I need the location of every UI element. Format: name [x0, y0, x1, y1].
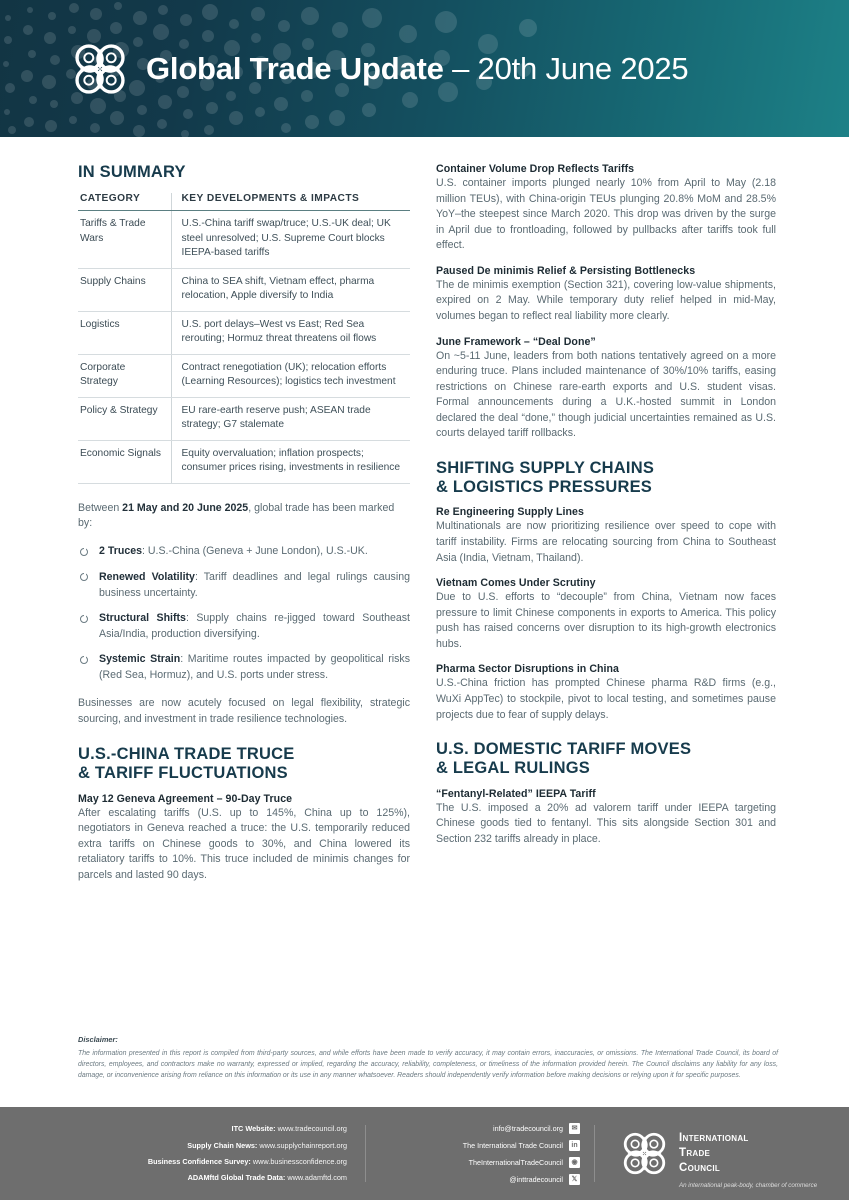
left-column — [78, 163, 410, 884]
table-row — [78, 311, 410, 354]
intro-paragraph — [78, 501, 410, 533]
vietnam-heading: Vietnam Comes Under Scrutiny — [436, 577, 596, 590]
re-engineering-block — [436, 506, 776, 566]
heading-line-1: U.S. DOMESTIC TARIFF MOVES — [436, 740, 692, 759]
table-row — [78, 354, 410, 397]
circle-bullet-icon — [80, 573, 88, 581]
footer-link-url[interactable]: www.tradecouncil.org — [277, 1124, 347, 1134]
intro-date-range: 21 May and 20 June 2025 — [122, 501, 249, 514]
summary-table-body — [78, 211, 410, 483]
table-header-row — [78, 193, 410, 211]
us-china-truce-heading — [78, 745, 410, 784]
list-item — [78, 652, 410, 683]
cell-category: Corporate Strategy — [78, 354, 171, 397]
footer-link-row[interactable] — [0, 1174, 347, 1181]
page-title — [146, 51, 688, 87]
itc-quatrefoil-logo-icon — [621, 1130, 668, 1177]
geneva-heading: May 12 Geneva Agreement – 90-Day Truce — [78, 792, 293, 805]
bullet-lead: Renewed Volatility — [99, 570, 195, 583]
vietnam-body: Due to U.S. efforts to “decouple” from China, Vietnam now faces pressure to limit Chinese components in exports to America. This policy push has raised concerns over disruption to its high-growth electronics hubs. — [436, 591, 776, 650]
heading-line-2: & TARIFF FLUCTUATIONS — [78, 764, 288, 783]
footer-link-row[interactable] — [0, 1158, 347, 1165]
x-twitter-icon[interactable]: 𝕏 — [569, 1174, 580, 1185]
document-footer — [0, 1107, 849, 1200]
table-row — [78, 211, 410, 268]
title-main: Global Trade Update — [146, 50, 444, 86]
instagram-icon[interactable]: ◉ — [569, 1157, 580, 1168]
bullet-text: : Maritime routes impacted by geopolitical risks (Red Sea, Hormuz), and U.S. ports under stress. — [99, 653, 411, 681]
bullet-text: : Tariff deadlines and legal rulings causing business uncertainty. — [99, 570, 410, 599]
container-volume-body: U.S. container imports plunged nearly 10% from April to May (2.18 million TEUs), with China-origin TEUs plunging 20.8% MoM and 28.5% YoY–the steepest since March 2020. This drop was driven by the surge in April due to frontloading, followed by pullbacks after tariffs took full effect. — [436, 177, 776, 252]
social-row-email[interactable] — [376, 1123, 580, 1134]
bullet-text: : U.S.-China (Geneva + June London), U.S.-UK. — [142, 545, 368, 558]
bullet-lead: Systemic Strain — [99, 653, 181, 666]
de-minimis-body: The de minimis exemption (Section 321), covering low-value shipments, expired on 2 May. While temporary duty relief helped in mid-May, volumes began to reflect real liability more clearly. — [436, 278, 776, 322]
geneva-agreement-block — [78, 793, 410, 884]
social-row-instagram[interactable] — [376, 1157, 580, 1168]
linkedin-icon[interactable]: in — [569, 1140, 580, 1151]
list-item — [78, 611, 410, 642]
cell-category: Economic Signals — [78, 440, 171, 483]
column-header-developments: KEY DEVELOPMENTS & IMPACTS — [171, 193, 410, 211]
social-row-x[interactable] — [376, 1174, 580, 1185]
footer-logo-column — [595, 1130, 849, 1190]
intro-prefix: Between — [78, 501, 123, 514]
logo-word-international: International — [679, 1132, 749, 1145]
heading-line-1: U.S.-CHINA TRADE TRUCE — [78, 745, 295, 764]
bullet-lead: 2 Truces — [99, 545, 142, 558]
table-row — [78, 440, 410, 483]
fentanyl-block — [436, 788, 776, 848]
cell-developments: U.S. port delays–West vs East; Red Sea rerouting; Hormuz threat threatens oil flows — [171, 311, 410, 354]
re-engineering-body: Multinationals are now prioritizing resilience over speed to cope with tariff instability. Firms are relocating sourcing from China to Southeast Asia (India, Vietnam, Thailand). — [436, 520, 776, 564]
container-volume-heading: Container Volume Drop Reflects Tariffs — [436, 163, 635, 175]
shifting-supply-chains-heading — [436, 459, 776, 498]
cell-developments: Equity overvaluation; inflation prospects; consumer prices rising, investments in resilience — [171, 440, 410, 483]
cell-category: Supply Chains — [78, 268, 171, 311]
footer-link-label: Supply Chain News: — [187, 1140, 258, 1150]
social-handle: info@tradecouncil.org — [492, 1123, 563, 1133]
footer-link-url[interactable]: www.businessconfidence.org — [252, 1157, 347, 1166]
footer-link-label: ITC Website: — [231, 1124, 276, 1134]
social-handle: The International Trade Council — [462, 1140, 563, 1150]
vietnam-block — [436, 577, 776, 652]
right-column — [436, 163, 776, 884]
title-date: 20th June 2025 — [477, 50, 689, 86]
email-icon[interactable]: ✉ — [569, 1123, 580, 1134]
social-row-linkedin[interactable] — [376, 1140, 580, 1151]
circle-bullet-icon — [80, 548, 88, 556]
de-minimis-block — [436, 265, 776, 325]
pharma-heading: Pharma Sector Disruptions in China — [436, 663, 620, 676]
footer-logo-text — [679, 1131, 818, 1190]
june-framework-body: On ~5-11 June, leaders from both nations tentatively agreed on a more enduring truce. Plans included maintenance of 30%/10% tariffs, easing restrictions on Chinese rare-earth exports and U.S. student visas. Formal announcements during a U.K.-hosted summit in London declared the deal “done,” though judicial uncertainties remained as U.S. courts delayed tariff rollbacks. — [436, 349, 776, 440]
summary-table — [78, 193, 410, 483]
footer-tagline: An international peak-body, chamber of commerce — [679, 1182, 818, 1190]
footer-logo-words — [679, 1131, 749, 1175]
container-volume-block — [436, 163, 776, 254]
document-body — [0, 137, 849, 884]
itc-quatrefoil-logo-icon — [72, 41, 128, 97]
footer-link-label: ADAMftd Global Trade Data: — [187, 1173, 286, 1183]
in-summary-heading: IN SUMMARY — [78, 163, 186, 181]
us-domestic-tariff-heading — [436, 740, 776, 779]
disclaimer-section — [78, 1035, 778, 1082]
june-framework-block — [436, 336, 776, 442]
disclaimer-title: Disclaimer: — [78, 1035, 118, 1044]
footer-link-label: Business Confidence Survey: — [147, 1157, 251, 1166]
title-separator: – — [443, 50, 478, 86]
fentanyl-heading: “Fentanyl-Related” IEEPA Tariff — [436, 787, 596, 800]
heading-line-2: & LOGISTICS PRESSURES — [436, 478, 652, 497]
column-header-category: CATEGORY — [78, 193, 171, 211]
table-row — [78, 268, 410, 311]
logo-word-trade: Trade — [679, 1147, 711, 1160]
circle-bullet-icon — [80, 615, 88, 623]
bullet-text: : Supply chains re-jigged toward Southeast Asia/India, production diversifying. — [99, 612, 410, 640]
intro-suffix: , global trade has been marked by: — [78, 501, 395, 530]
cell-category: Policy & Strategy — [78, 397, 171, 440]
june-framework-heading: June Framework – “Deal Done” — [436, 335, 596, 348]
key-points-list — [78, 544, 410, 683]
de-minimis-heading: Paused De minimis Relief & Persisting Bottlenecks — [436, 264, 696, 277]
logo-word-council: Council — [679, 1161, 721, 1174]
circle-bullet-icon — [80, 656, 88, 664]
cell-developments: Contract renegotiation (UK); relocation efforts (Learning Resources); logistics tech investment — [171, 354, 410, 397]
bullet-lead: Structural Shifts — [99, 612, 186, 625]
cell-developments: EU rare-earth reserve push; ASEAN trade strategy; G7 stalemate — [171, 397, 410, 440]
re-engineering-heading: Re Engineering Supply Lines — [436, 506, 584, 519]
footer-link-url[interactable]: www.adamftd.com — [287, 1173, 347, 1183]
document-header — [0, 0, 849, 137]
footer-link-row[interactable] — [0, 1125, 347, 1132]
heading-line-2: & LEGAL RULINGS — [436, 759, 590, 778]
closing-paragraph: Businesses are now acutely focused on legal flexibility, strategic sourcing, and investment in trade resilience technologies. — [78, 697, 410, 726]
footer-social-column — [366, 1123, 594, 1185]
list-item — [78, 544, 410, 560]
pharma-block — [436, 663, 776, 723]
cell-category: Tariffs & Trade Wars — [78, 211, 171, 268]
social-handle: TheInternationalTradeCouncil — [468, 1157, 563, 1167]
table-row — [78, 397, 410, 440]
footer-links-column — [0, 1125, 365, 1181]
footer-link-row[interactable] — [0, 1142, 347, 1149]
social-handle: @inttradecouncil — [509, 1174, 563, 1184]
geneva-body: After escalating tariffs (U.S. up to 145%, China up to 125%), negotiators in Geneva reached a truce: the U.S. temporarily reduced extra tariffs on Chinese goods to 30%, and China lowered its retaliatory tariffs to 10%. This truce included de minimis changes for parcels and lasted 90 days. — [78, 806, 410, 881]
disclaimer-text: The information presented in this report is compiled from third-party sources, and while efforts have been made to verify accuracy, it may contain errors, inaccuracies, or omissions. The International Trade Council, its board of directors, employees, and contractors make no warranty, expressed or implied, regarding the accuracy, reliability, completeness, or timeliness of the information provided herein. The Council disclaims any liability for any loss, damage, or inconvenience arising from reliance on this information or its use in any manner whatsoever. Readers should independently verify information before making decisions or relying upon it for specific purposes. — [78, 1050, 778, 1080]
cell-developments: U.S.-China tariff swap/truce; U.S.-UK deal; UK steel unresolved; U.S. Supreme Court blocks IEEPA-based tariffs — [171, 211, 410, 268]
fentanyl-body: The U.S. imposed a 20% ad valorem tariff under IEEPA targeting Chinese goods tied to fentanyl. This sits alongside Section 301 and Section 232 tariffs already in place. — [436, 801, 776, 845]
footer-link-url[interactable]: www.supplychainreport.org — [259, 1140, 347, 1150]
cell-category: Logistics — [78, 311, 171, 354]
cell-developments: China to SEA shift, Vietnam effect, pharma relocation, Apple diversify to India — [171, 268, 410, 311]
heading-line-1: SHIFTING SUPPLY CHAINS — [436, 458, 655, 477]
list-item — [78, 570, 410, 601]
pharma-body: U.S.-China friction has prompted Chinese pharma R&D firms (e.g., WuXi AppTec) to stockpile, pivot to local testing, and sometimes pause projects due to fear of supply delays. — [436, 677, 776, 721]
